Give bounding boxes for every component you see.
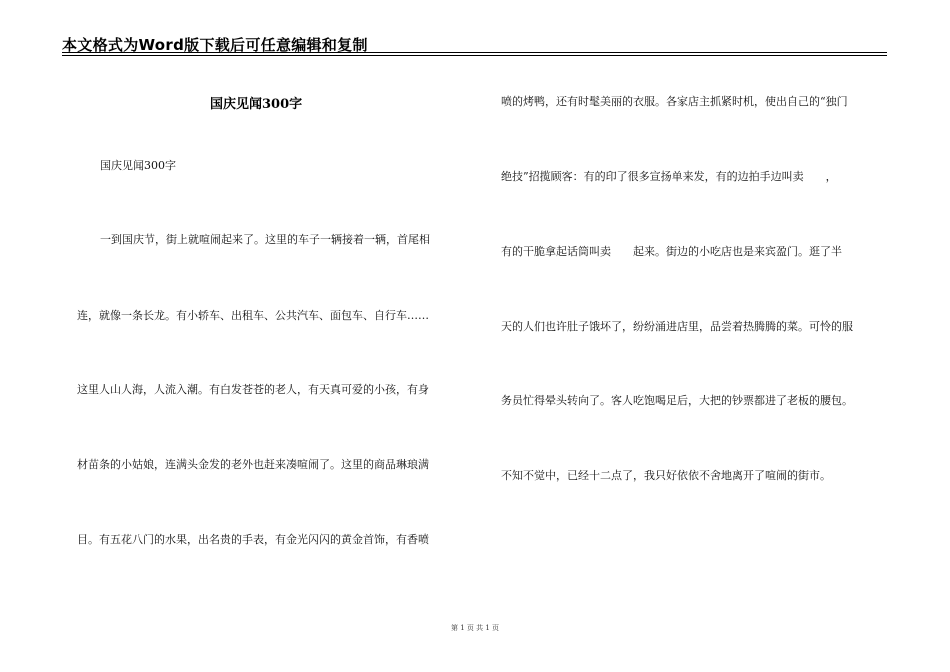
- header-divider: [62, 52, 887, 53]
- right-column-line: 有的干脆拿起话筒叫卖 起来。街边的小吃店也是来宾盈门。逛了半: [501, 245, 842, 258]
- left-column-line: 国庆见闻300字: [100, 159, 176, 172]
- right-column-line: 不知不觉中，已经十二点了，我只好依依不舍地离开了喧闹的街市。: [501, 469, 831, 482]
- document-header: 本文格式为Word版下载后可任意编辑和复制: [62, 36, 368, 54]
- page-number-footer: 第 1 页 共 1 页: [450, 624, 500, 632]
- left-column-line: 一到国庆节，街上就喧闹起来了。这里的车子一辆接着一辆，首尾相: [100, 233, 430, 246]
- right-column-line: 绝技”招揽顾客：有的印了很多宣扬单来发，有的边拍手边叫卖 ，: [501, 170, 837, 183]
- left-column-line: 这里人山人海，人流入潮。有白发苍苍的老人，有天真可爱的小孩，有身: [77, 383, 429, 396]
- header-divider-secondary: [62, 55, 887, 56]
- left-column-line: 材苗条的小姑娘，连满头金发的老外也赶来凑喧闹了。这里的商品琳琅满: [77, 458, 429, 471]
- left-column-line: 目。有五花八门的水果，出名贵的手表，有金光闪闪的黄金首饰，有香喷: [77, 533, 429, 546]
- right-column-line: 喷的烤鸭，还有时髦美丽的衣服。各家店主抓紧时机，使出自己的“独门: [501, 95, 848, 108]
- right-column-line: 务员忙得晕头转向了。客人吃饱喝足后，大把的钞票都进了老板的腰包。: [501, 394, 853, 407]
- left-column-line: 连，就像一条长龙。有小轿车、出租车、公共汽车、面包车、自行车……: [77, 309, 429, 322]
- right-column-line: 天的人们也许肚子饿坏了，纷纷涌进店里，品尝着热腾腾的菜。可怜的服: [501, 320, 853, 333]
- document-title: 国庆见闻300字: [210, 97, 303, 112]
